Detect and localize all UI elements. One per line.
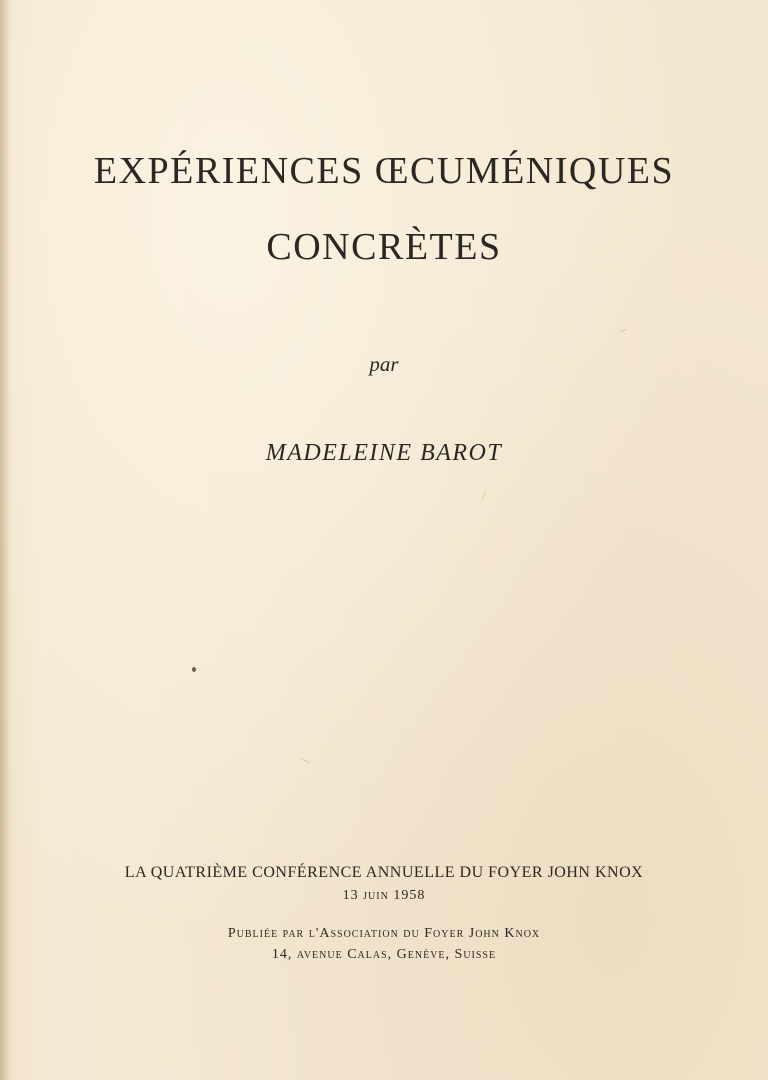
paper-speck [192,667,196,672]
paper-fiber [300,758,309,764]
paper-fiber [482,492,486,500]
publisher-line-1: Publiée par l'Association du Foyer John Knox [227,926,541,941]
author-name: MADELEINE BAROT [265,440,503,466]
title-line-2: CONCRÈTES [266,226,502,268]
paper-fiber [620,329,627,332]
conference-date: 13 juin 1958 [342,888,426,903]
publisher-address: 14, avenue Calas, Genève, Suisse [271,947,497,962]
title-line-1: EXPÉRIENCES ŒCUMÉNIQUES [93,150,675,192]
conference-line: LA QUATRIÈME CONFÉRENCE ANNUELLE DU FOYER JOHN KNOX [124,864,644,881]
by-label: par [369,352,399,376]
